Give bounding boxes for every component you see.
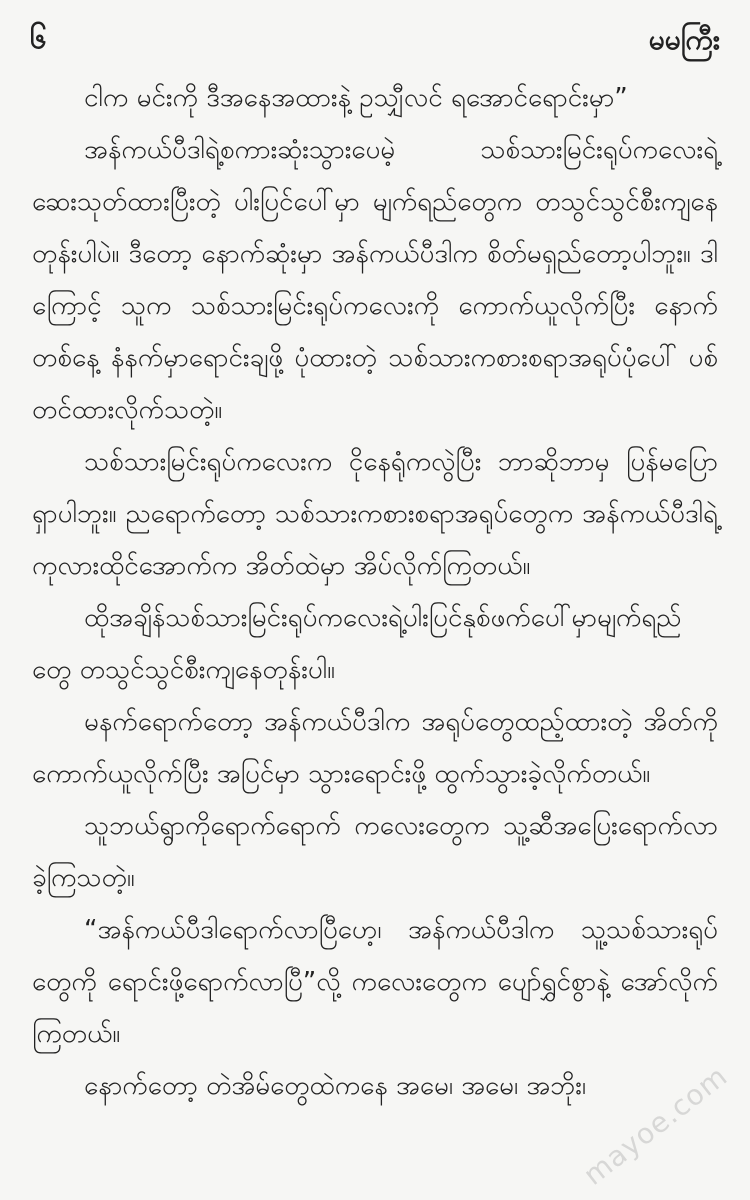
paragraph-6: သူဘယ်ရွာကိုရောက်ရောက် ကလေးတွေက သူ့ဆီအပြေးရောက်လာခဲ့ကြသတဲ့။: [32, 811, 718, 893]
paragraph-4: ထိုအချိန်သစ်သားမြင်းရုပ်ကလေးရဲ့ပါးပြင်နုစ်ဖက်ပေါ်မှာမျက်ရည်တွေ တသွင်သွင်စီးကျနေတုန်းပါ။: [32, 603, 682, 685]
watermark-text: mayoe.com: [577, 1059, 734, 1192]
page-header: [0, 0, 750, 70]
paragraph-1: ငါက မင်းကို ဒီအနေအထားနဲ့ ဥသျှီလင် ရအောင်ရောင်းမှာ”: [84, 83, 628, 113]
page-number: ၆: [30, 21, 47, 56]
paragraph-2: အန်ကယ်ပီဒါရဲ့စကားဆုံးသွားပေမဲ့ သစ်သားမြင်းရုပ်ကလေးရဲ့ဆေးသုတ်ထားပြီးတဲ့ ပါးပြင်ပေါ်မှာ မျက်ရည်တွေက တသွင်သွင်စီးကျနေတုန်းပါပဲ။ ဒီတော့ နောက်ဆုံးမှာ အန်ကယ်ပီဒါက စိတ်မရှည်တော့ပါဘူး။ ဒါကြောင့် သူက သစ်သားမြင်းရုပ်ကလေးကို ကောက်ယူလိုက်ပြီး နောက်တစ်နေ့ နံနက်မှာရောင်းချဖို့ ပုံထားတဲ့ သစ်သားကစားစရာအရုပ်ပုံပေါ် ပစ်တင်ထားလိုက်သတဲ့။: [32, 135, 718, 425]
paragraph-7: “အန်ကယ်ပီဒါရောက်လာပြီဟေ့၊ အန်ကယ်ပီဒါက သူ့သစ်သားရုပ်တွေကို ရောင်းဖို့ရောက်လာပြီ”လို့ ကလေးတွေက ပျော်ရွှင်စွာနဲ့ အော်လိုက်ကြတယ်။: [32, 915, 718, 1049]
paragraph-5: မနက်ရောက်တော့ အန်ကယ်ပီဒါက အရုပ်တွေထည့်ထားတဲ့ အိတ်ကို ကောက်ယူလိုက်ပြီး အပြင်မှာ သွားရောင်းဖို့ ထွက်သွားခဲ့လိုက်တယ်။: [32, 707, 718, 789]
running-title: မမကြီး: [648, 23, 720, 56]
paragraph-3: သစ်သားမြင်းရုပ်ကလေးက ငိုနေရုံကလွဲပြီး ဘာဆိုဘာမှ ပြန်မပြောရှာပါဘူး။ ညရောက်တော့ သစ်သားကစားစရာအရုပ်တွေက အန်ကယ်ပီဒါရဲ့ ကုလားထိုင်အောက်က အိတ်ထဲမှာ အိပ်လိုက်ကြတယ်။: [32, 447, 718, 581]
page-body: [32, 72, 718, 1190]
paragraph-8: နောက်တော့ တဲအိမ်တွေထဲကနေ အမေ၊ အမေ၊ အဘိုး၊: [84, 1071, 587, 1101]
